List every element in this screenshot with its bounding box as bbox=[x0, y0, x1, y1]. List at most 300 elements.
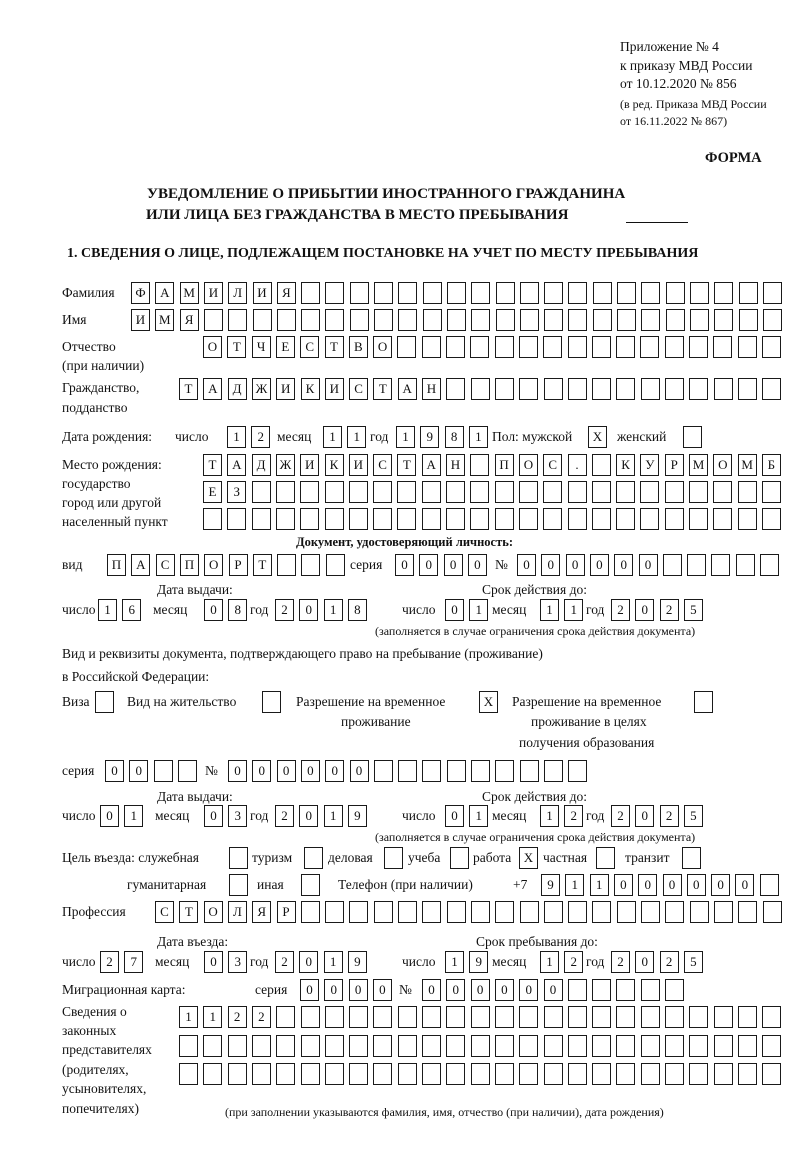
char-cell[interactable] bbox=[543, 508, 562, 530]
char-cell[interactable]: 0 bbox=[299, 805, 318, 827]
phone-field[interactable] bbox=[541, 874, 784, 896]
char-cell[interactable] bbox=[301, 901, 320, 923]
char-cell[interactable] bbox=[495, 508, 514, 530]
char-cell[interactable] bbox=[471, 282, 490, 304]
char-cell[interactable] bbox=[568, 1035, 587, 1057]
char-cell[interactable]: 0 bbox=[444, 554, 463, 576]
char-cell[interactable] bbox=[325, 1035, 344, 1057]
char-cell[interactable] bbox=[592, 1035, 611, 1057]
char-cell[interactable] bbox=[665, 1006, 684, 1028]
char-cell[interactable]: 0 bbox=[468, 554, 487, 576]
char-cell[interactable] bbox=[763, 901, 782, 923]
purpose-private-checkbox[interactable] bbox=[596, 847, 620, 869]
char-cell[interactable]: 0 bbox=[638, 874, 657, 896]
char-cell[interactable] bbox=[714, 1006, 733, 1028]
char-cell[interactable]: 1 bbox=[469, 805, 488, 827]
char-cell[interactable] bbox=[422, 1006, 441, 1028]
checkbox-cell[interactable] bbox=[450, 847, 469, 869]
birthplace-field-1[interactable] bbox=[203, 454, 786, 476]
char-cell[interactable] bbox=[373, 508, 392, 530]
char-cell[interactable]: З bbox=[227, 481, 246, 503]
right-issue-month-field[interactable] bbox=[204, 805, 253, 827]
char-cell[interactable] bbox=[641, 309, 660, 331]
char-cell[interactable] bbox=[592, 1063, 611, 1085]
char-cell[interactable] bbox=[446, 336, 465, 358]
char-cell[interactable] bbox=[616, 1063, 635, 1085]
char-cell[interactable]: 0 bbox=[445, 805, 464, 827]
char-cell[interactable] bbox=[227, 508, 246, 530]
id-valid-year-field[interactable] bbox=[611, 599, 708, 621]
char-cell[interactable] bbox=[301, 1006, 320, 1028]
temp-permit-checkbox[interactable] bbox=[479, 691, 503, 713]
reps-field-3[interactable] bbox=[179, 1063, 787, 1085]
char-cell[interactable]: С bbox=[373, 454, 392, 476]
char-cell[interactable]: 0 bbox=[204, 951, 223, 973]
char-cell[interactable]: У bbox=[640, 454, 659, 476]
char-cell[interactable] bbox=[763, 309, 782, 331]
char-cell[interactable]: 0 bbox=[614, 874, 633, 896]
char-cell[interactable]: 2 bbox=[275, 951, 294, 973]
char-cell[interactable] bbox=[349, 1006, 368, 1028]
char-cell[interactable]: Ч bbox=[252, 336, 271, 358]
char-cell[interactable] bbox=[714, 309, 733, 331]
char-cell[interactable]: 0 bbox=[252, 760, 271, 782]
char-cell[interactable] bbox=[520, 760, 539, 782]
char-cell[interactable] bbox=[640, 481, 659, 503]
stay-year-field[interactable] bbox=[611, 951, 708, 973]
char-cell[interactable] bbox=[519, 336, 538, 358]
char-cell[interactable] bbox=[398, 282, 417, 304]
char-cell[interactable] bbox=[397, 481, 416, 503]
checkbox-cell[interactable] bbox=[694, 691, 713, 713]
char-cell[interactable]: А bbox=[422, 454, 441, 476]
char-cell[interactable] bbox=[447, 901, 466, 923]
sex-female-checkbox[interactable] bbox=[683, 426, 707, 448]
char-cell[interactable]: И bbox=[300, 454, 319, 476]
char-cell[interactable] bbox=[592, 1006, 611, 1028]
char-cell[interactable] bbox=[276, 1035, 295, 1057]
char-cell[interactable]: Т bbox=[253, 554, 272, 576]
char-cell[interactable] bbox=[592, 901, 611, 923]
edu-permit-checkbox[interactable] bbox=[694, 691, 718, 713]
sex-male-checkbox[interactable] bbox=[588, 426, 612, 448]
profession-field[interactable] bbox=[155, 901, 787, 923]
char-cell[interactable]: 0 bbox=[422, 979, 441, 1001]
char-cell[interactable]: 0 bbox=[517, 554, 536, 576]
char-cell[interactable]: 1 bbox=[540, 805, 559, 827]
char-cell[interactable] bbox=[496, 309, 515, 331]
char-cell[interactable] bbox=[738, 1006, 757, 1028]
char-cell[interactable] bbox=[350, 282, 369, 304]
char-cell[interactable]: 0 bbox=[100, 805, 119, 827]
char-cell[interactable] bbox=[471, 309, 490, 331]
char-cell[interactable] bbox=[423, 282, 442, 304]
char-cell[interactable] bbox=[519, 1035, 538, 1057]
char-cell[interactable]: Р bbox=[277, 901, 296, 923]
birthplace-field-3[interactable] bbox=[203, 508, 786, 530]
char-cell[interactable] bbox=[593, 309, 612, 331]
char-cell[interactable] bbox=[736, 554, 755, 576]
char-cell[interactable]: 0 bbox=[635, 951, 654, 973]
char-cell[interactable]: 2 bbox=[660, 599, 679, 621]
char-cell[interactable] bbox=[738, 901, 757, 923]
char-cell[interactable] bbox=[738, 1035, 757, 1057]
char-cell[interactable] bbox=[253, 309, 272, 331]
char-cell[interactable]: 2 bbox=[660, 805, 679, 827]
char-cell[interactable] bbox=[665, 901, 684, 923]
char-cell[interactable] bbox=[568, 901, 587, 923]
char-cell[interactable] bbox=[762, 508, 781, 530]
char-cell[interactable] bbox=[422, 481, 441, 503]
char-cell[interactable] bbox=[617, 309, 636, 331]
char-cell[interactable]: Н bbox=[422, 378, 441, 400]
char-cell[interactable] bbox=[446, 378, 465, 400]
birth-day-field[interactable] bbox=[227, 426, 276, 448]
char-cell[interactable] bbox=[446, 1035, 465, 1057]
char-cell[interactable] bbox=[374, 901, 393, 923]
char-cell[interactable] bbox=[687, 554, 706, 576]
char-cell[interactable] bbox=[446, 1006, 465, 1028]
char-cell[interactable] bbox=[762, 1063, 781, 1085]
id-valid-month-field[interactable] bbox=[540, 599, 589, 621]
char-cell[interactable] bbox=[203, 1035, 222, 1057]
char-cell[interactable] bbox=[666, 309, 685, 331]
reps-field-1[interactable] bbox=[179, 1006, 787, 1028]
char-cell[interactable] bbox=[495, 1035, 514, 1057]
char-cell[interactable]: 9 bbox=[348, 805, 367, 827]
right-valid-year-field[interactable] bbox=[611, 805, 708, 827]
char-cell[interactable]: 0 bbox=[519, 979, 538, 1001]
stay-month-field[interactable] bbox=[540, 951, 589, 973]
char-cell[interactable] bbox=[398, 309, 417, 331]
entry-day-field[interactable] bbox=[100, 951, 149, 973]
char-cell[interactable] bbox=[276, 508, 295, 530]
char-cell[interactable] bbox=[277, 554, 296, 576]
char-cell[interactable] bbox=[203, 508, 222, 530]
char-cell[interactable] bbox=[422, 1035, 441, 1057]
char-cell[interactable]: Ж bbox=[252, 378, 271, 400]
char-cell[interactable] bbox=[544, 378, 563, 400]
char-cell[interactable] bbox=[495, 1063, 514, 1085]
char-cell[interactable] bbox=[519, 1006, 538, 1028]
char-cell[interactable]: Т bbox=[397, 454, 416, 476]
char-cell[interactable]: 1 bbox=[469, 426, 488, 448]
char-cell[interactable]: С bbox=[349, 378, 368, 400]
char-cell[interactable] bbox=[300, 481, 319, 503]
char-cell[interactable] bbox=[592, 508, 611, 530]
char-cell[interactable] bbox=[568, 378, 587, 400]
char-cell[interactable]: Л bbox=[228, 901, 247, 923]
char-cell[interactable] bbox=[617, 282, 636, 304]
char-cell[interactable]: Р bbox=[229, 554, 248, 576]
char-cell[interactable] bbox=[471, 901, 490, 923]
char-cell[interactable] bbox=[568, 336, 587, 358]
char-cell[interactable] bbox=[616, 1035, 635, 1057]
char-cell[interactable] bbox=[665, 336, 684, 358]
char-cell[interactable]: С bbox=[300, 336, 319, 358]
char-cell[interactable]: 2 bbox=[252, 1006, 271, 1028]
checkbox-cell[interactable]: X bbox=[588, 426, 607, 448]
char-cell[interactable]: И bbox=[253, 282, 272, 304]
char-cell[interactable] bbox=[374, 282, 393, 304]
char-cell[interactable] bbox=[713, 481, 732, 503]
char-cell[interactable]: 0 bbox=[300, 979, 319, 1001]
checkbox-cell[interactable] bbox=[301, 874, 320, 896]
char-cell[interactable]: 0 bbox=[105, 760, 124, 782]
char-cell[interactable]: И bbox=[325, 378, 344, 400]
char-cell[interactable] bbox=[689, 1063, 708, 1085]
char-cell[interactable]: 1 bbox=[590, 874, 609, 896]
char-cell[interactable] bbox=[544, 760, 563, 782]
char-cell[interactable] bbox=[447, 309, 466, 331]
char-cell[interactable] bbox=[714, 1063, 733, 1085]
char-cell[interactable] bbox=[373, 1035, 392, 1057]
checkbox-cell[interactable] bbox=[683, 426, 702, 448]
char-cell[interactable] bbox=[641, 901, 660, 923]
char-cell[interactable] bbox=[349, 1063, 368, 1085]
char-cell[interactable] bbox=[641, 282, 660, 304]
char-cell[interactable] bbox=[398, 1006, 417, 1028]
char-cell[interactable] bbox=[592, 979, 611, 1001]
char-cell[interactable] bbox=[665, 508, 684, 530]
char-cell[interactable]: В bbox=[349, 336, 368, 358]
char-cell[interactable] bbox=[689, 1035, 708, 1057]
char-cell[interactable] bbox=[762, 1006, 781, 1028]
char-cell[interactable] bbox=[374, 309, 393, 331]
char-cell[interactable] bbox=[325, 481, 344, 503]
char-cell[interactable]: 9 bbox=[469, 951, 488, 973]
char-cell[interactable]: 0 bbox=[735, 874, 754, 896]
char-cell[interactable] bbox=[616, 336, 635, 358]
char-cell[interactable]: И bbox=[276, 378, 295, 400]
residence-permit-checkbox[interactable] bbox=[262, 691, 286, 713]
char-cell[interactable]: 0 bbox=[204, 805, 223, 827]
char-cell[interactable] bbox=[276, 481, 295, 503]
char-cell[interactable] bbox=[593, 282, 612, 304]
char-cell[interactable]: 0 bbox=[663, 874, 682, 896]
char-cell[interactable] bbox=[373, 1063, 392, 1085]
char-cell[interactable] bbox=[495, 336, 514, 358]
purpose-business-checkbox[interactable] bbox=[384, 847, 408, 869]
char-cell[interactable]: 2 bbox=[275, 805, 294, 827]
checkbox-cell[interactable] bbox=[304, 847, 323, 869]
purpose-humanitarian-checkbox[interactable] bbox=[229, 874, 253, 896]
char-cell[interactable]: 0 bbox=[419, 554, 438, 576]
char-cell[interactable]: 0 bbox=[687, 874, 706, 896]
char-cell[interactable] bbox=[714, 282, 733, 304]
char-cell[interactable] bbox=[204, 309, 223, 331]
char-cell[interactable] bbox=[398, 901, 417, 923]
char-cell[interactable] bbox=[520, 901, 539, 923]
char-cell[interactable] bbox=[349, 481, 368, 503]
char-cell[interactable] bbox=[325, 1006, 344, 1028]
char-cell[interactable] bbox=[568, 760, 587, 782]
char-cell[interactable]: М bbox=[180, 282, 199, 304]
purpose-other-checkbox[interactable] bbox=[301, 874, 325, 896]
char-cell[interactable] bbox=[763, 282, 782, 304]
char-cell[interactable] bbox=[300, 508, 319, 530]
char-cell[interactable]: 5 bbox=[684, 805, 703, 827]
char-cell[interactable]: 2 bbox=[611, 805, 630, 827]
checkbox-cell[interactable] bbox=[262, 691, 281, 713]
char-cell[interactable] bbox=[641, 1063, 660, 1085]
char-cell[interactable] bbox=[641, 979, 660, 1001]
char-cell[interactable] bbox=[689, 508, 708, 530]
char-cell[interactable]: 0 bbox=[301, 760, 320, 782]
char-cell[interactable] bbox=[544, 1006, 563, 1028]
char-cell[interactable]: 1 bbox=[564, 599, 583, 621]
char-cell[interactable] bbox=[495, 901, 514, 923]
char-cell[interactable]: 0 bbox=[544, 979, 563, 1001]
char-cell[interactable]: А bbox=[131, 554, 150, 576]
char-cell[interactable]: 1 bbox=[540, 951, 559, 973]
char-cell[interactable]: . bbox=[568, 454, 587, 476]
char-cell[interactable] bbox=[738, 336, 757, 358]
char-cell[interactable] bbox=[690, 901, 709, 923]
char-cell[interactable] bbox=[252, 481, 271, 503]
char-cell[interactable] bbox=[277, 309, 296, 331]
char-cell[interactable]: Е bbox=[203, 481, 222, 503]
char-cell[interactable]: 0 bbox=[711, 874, 730, 896]
char-cell[interactable] bbox=[616, 378, 635, 400]
char-cell[interactable] bbox=[179, 1063, 198, 1085]
char-cell[interactable] bbox=[398, 1035, 417, 1057]
char-cell[interactable] bbox=[301, 309, 320, 331]
char-cell[interactable] bbox=[641, 1035, 660, 1057]
id-issue-day-field[interactable] bbox=[98, 599, 147, 621]
char-cell[interactable] bbox=[616, 481, 635, 503]
char-cell[interactable]: Т bbox=[325, 336, 344, 358]
id-number-field[interactable] bbox=[517, 554, 784, 576]
char-cell[interactable]: М bbox=[738, 454, 757, 476]
char-cell[interactable] bbox=[519, 378, 538, 400]
char-cell[interactable]: Л bbox=[228, 282, 247, 304]
char-cell[interactable]: А bbox=[398, 378, 417, 400]
char-cell[interactable] bbox=[568, 979, 587, 1001]
char-cell[interactable] bbox=[179, 1035, 198, 1057]
char-cell[interactable] bbox=[641, 1006, 660, 1028]
char-cell[interactable] bbox=[592, 454, 611, 476]
char-cell[interactable]: 0 bbox=[228, 760, 247, 782]
char-cell[interactable] bbox=[496, 282, 515, 304]
char-cell[interactable] bbox=[470, 454, 489, 476]
char-cell[interactable]: А bbox=[203, 378, 222, 400]
checkbox-cell[interactable] bbox=[95, 691, 114, 713]
char-cell[interactable] bbox=[568, 1006, 587, 1028]
char-cell[interactable]: К bbox=[301, 378, 320, 400]
char-cell[interactable] bbox=[592, 378, 611, 400]
char-cell[interactable] bbox=[470, 508, 489, 530]
char-cell[interactable] bbox=[495, 378, 514, 400]
char-cell[interactable]: 0 bbox=[204, 599, 223, 621]
char-cell[interactable]: И bbox=[204, 282, 223, 304]
char-cell[interactable]: 2 bbox=[228, 1006, 247, 1028]
char-cell[interactable]: 0 bbox=[635, 805, 654, 827]
char-cell[interactable]: 5 bbox=[684, 599, 703, 621]
reps-field-2[interactable] bbox=[179, 1035, 787, 1057]
purpose-transit-checkbox[interactable] bbox=[682, 847, 706, 869]
char-cell[interactable] bbox=[276, 1063, 295, 1085]
char-cell[interactable]: 0 bbox=[299, 951, 318, 973]
char-cell[interactable] bbox=[495, 481, 514, 503]
char-cell[interactable] bbox=[616, 1006, 635, 1028]
char-cell[interactable] bbox=[252, 1035, 271, 1057]
checkbox-cell[interactable]: X bbox=[479, 691, 498, 713]
char-cell[interactable]: С bbox=[156, 554, 175, 576]
char-cell[interactable] bbox=[326, 554, 345, 576]
char-cell[interactable]: 2 bbox=[100, 951, 119, 973]
char-cell[interactable]: 0 bbox=[635, 599, 654, 621]
char-cell[interactable] bbox=[665, 1063, 684, 1085]
char-cell[interactable] bbox=[325, 901, 344, 923]
char-cell[interactable]: 1 bbox=[227, 426, 246, 448]
char-cell[interactable]: 1 bbox=[324, 951, 343, 973]
char-cell[interactable] bbox=[689, 378, 708, 400]
char-cell[interactable]: О bbox=[713, 454, 732, 476]
char-cell[interactable]: 9 bbox=[420, 426, 439, 448]
char-cell[interactable]: 8 bbox=[228, 599, 247, 621]
char-cell[interactable] bbox=[544, 1035, 563, 1057]
char-cell[interactable]: Т bbox=[227, 336, 246, 358]
checkbox-cell[interactable] bbox=[384, 847, 403, 869]
char-cell[interactable]: 2 bbox=[611, 599, 630, 621]
char-cell[interactable] bbox=[739, 309, 758, 331]
char-cell[interactable]: П bbox=[495, 454, 514, 476]
char-cell[interactable] bbox=[446, 1063, 465, 1085]
char-cell[interactable]: А bbox=[227, 454, 246, 476]
char-cell[interactable] bbox=[495, 760, 514, 782]
char-cell[interactable] bbox=[228, 1035, 247, 1057]
char-cell[interactable]: 0 bbox=[639, 554, 658, 576]
char-cell[interactable] bbox=[471, 1063, 490, 1085]
char-cell[interactable]: Т bbox=[179, 901, 198, 923]
char-cell[interactable]: 0 bbox=[349, 979, 368, 1001]
char-cell[interactable]: 2 bbox=[275, 599, 294, 621]
char-cell[interactable] bbox=[738, 508, 757, 530]
char-cell[interactable]: 2 bbox=[564, 805, 583, 827]
char-cell[interactable] bbox=[325, 508, 344, 530]
char-cell[interactable] bbox=[714, 901, 733, 923]
char-cell[interactable] bbox=[252, 1063, 271, 1085]
char-cell[interactable] bbox=[665, 378, 684, 400]
char-cell[interactable]: 0 bbox=[590, 554, 609, 576]
patronymic-field[interactable] bbox=[203, 336, 786, 358]
char-cell[interactable] bbox=[520, 282, 539, 304]
char-cell[interactable] bbox=[760, 874, 779, 896]
char-cell[interactable]: О bbox=[204, 901, 223, 923]
entry-year-field[interactable] bbox=[275, 951, 372, 973]
char-cell[interactable]: С bbox=[543, 454, 562, 476]
char-cell[interactable] bbox=[689, 1006, 708, 1028]
char-cell[interactable] bbox=[640, 336, 659, 358]
char-cell[interactable]: Ф bbox=[131, 282, 150, 304]
char-cell[interactable] bbox=[203, 1063, 222, 1085]
char-cell[interactable] bbox=[276, 1006, 295, 1028]
char-cell[interactable] bbox=[495, 1006, 514, 1028]
char-cell[interactable] bbox=[616, 979, 635, 1001]
char-cell[interactable] bbox=[519, 481, 538, 503]
char-cell[interactable] bbox=[228, 309, 247, 331]
char-cell[interactable] bbox=[422, 336, 441, 358]
surname-field[interactable] bbox=[131, 282, 787, 304]
char-cell[interactable] bbox=[544, 901, 563, 923]
char-cell[interactable] bbox=[714, 378, 733, 400]
char-cell[interactable] bbox=[689, 336, 708, 358]
char-cell[interactable] bbox=[325, 282, 344, 304]
char-cell[interactable] bbox=[739, 282, 758, 304]
char-cell[interactable]: 0 bbox=[277, 760, 296, 782]
id-issue-year-field[interactable] bbox=[275, 599, 372, 621]
